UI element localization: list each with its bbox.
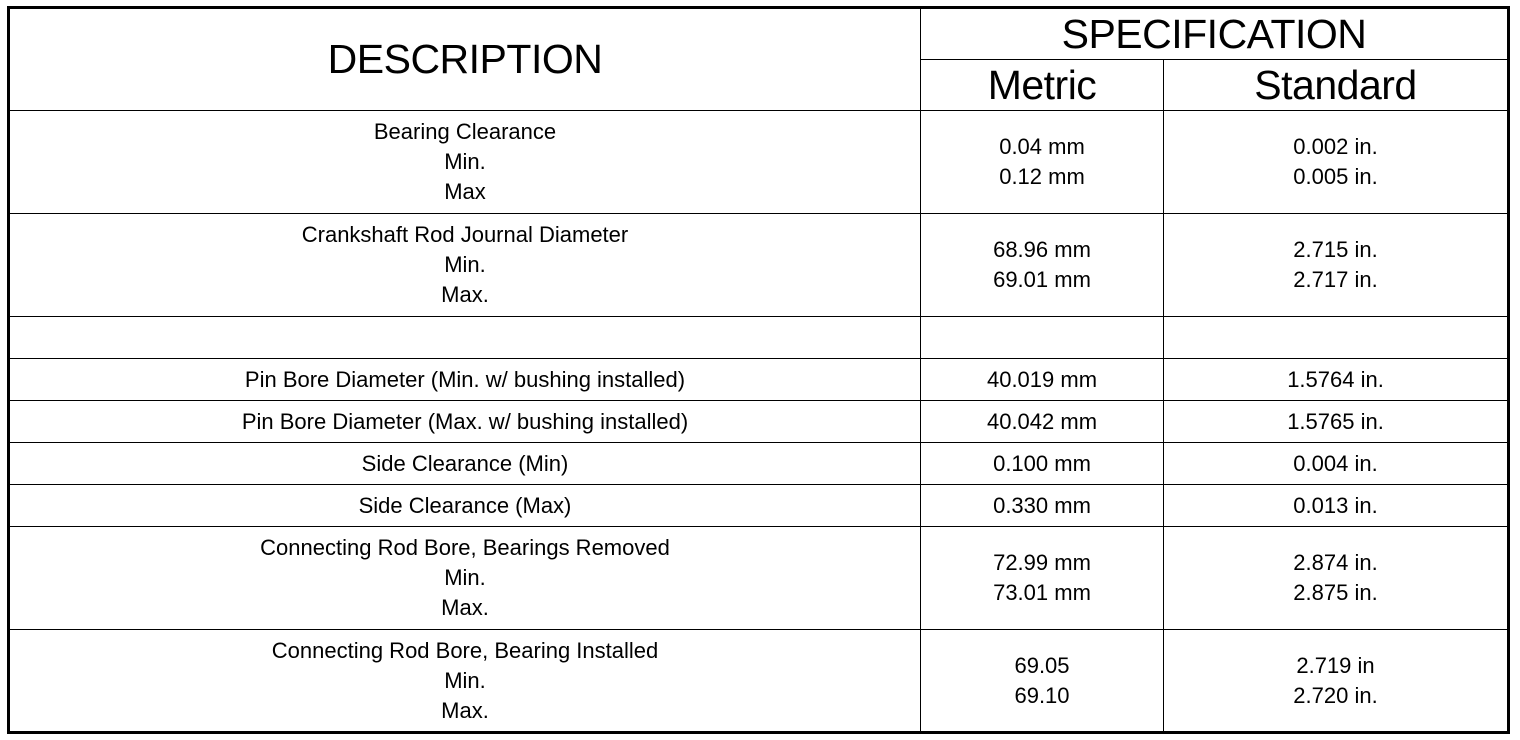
table-row	[9, 630, 1509, 733]
description-cell: Side Clearance (Min)	[9, 443, 921, 485]
metric-min: 69.05	[1014, 652, 1070, 678]
row-title: Bearing Clearance	[373, 119, 557, 144]
metric-max: 73.01 mm	[993, 580, 1091, 605]
description-cell: Pin Bore Diameter (Min. w/ bushing installed)	[9, 359, 921, 401]
header-row-top	[9, 8, 1509, 60]
table-row	[9, 111, 1509, 214]
metric-max: 69.01 mm	[993, 267, 1091, 292]
metric-cell: 40.042 mm	[921, 401, 1164, 443]
standard-cell: 0.013 in.	[1164, 485, 1509, 527]
metric-min: 72.99 mm	[993, 550, 1091, 575]
description-cell	[9, 111, 921, 214]
standard-max: 2.875 in.	[1293, 580, 1378, 605]
row-title: Connecting Rod Bore, Bearings Removed	[260, 535, 670, 560]
standard-header: Standard	[1164, 60, 1509, 111]
specification-table	[7, 6, 1510, 734]
row-sub-min: Min.	[444, 565, 486, 590]
table-row	[9, 485, 1509, 527]
standard-max: 2.717 in.	[1293, 267, 1378, 292]
standard-cell: 0.004 in.	[1164, 443, 1509, 485]
row-sub-min: Min.	[444, 252, 486, 277]
description-header: DESCRIPTION	[9, 8, 921, 111]
standard-min: 2.715 in.	[1293, 237, 1378, 262]
row-sub-min: Min.	[444, 149, 486, 174]
table-row	[9, 214, 1509, 317]
metric-max: 69.10	[1014, 682, 1070, 708]
metric-cell	[921, 630, 1164, 733]
standard-min: 0.002 in.	[1293, 134, 1378, 159]
description-cell	[9, 317, 921, 359]
metric-cell	[921, 111, 1164, 214]
standard-cell	[1164, 214, 1509, 317]
description-cell: Pin Bore Diameter (Max. w/ bushing installed)	[9, 401, 921, 443]
metric-header: Metric	[921, 60, 1164, 111]
row-sub-max: Max.	[441, 595, 489, 620]
metric-min: 68.96 mm	[993, 237, 1091, 262]
table-row-blank	[9, 317, 1509, 359]
metric-cell: 0.330 mm	[921, 485, 1164, 527]
row-title: Crankshaft Rod Journal Diameter	[301, 222, 629, 247]
row-sub-min: Min.	[444, 667, 486, 693]
description-cell: Side Clearance (Max)	[9, 485, 921, 527]
standard-max: 0.005 in.	[1293, 164, 1378, 189]
metric-cell	[921, 317, 1164, 359]
metric-cell	[921, 214, 1164, 317]
standard-cell	[1164, 317, 1509, 359]
standard-min: 2.719 in	[1296, 652, 1375, 678]
standard-cell: 1.5764 in.	[1164, 359, 1509, 401]
description-cell	[9, 214, 921, 317]
standard-cell	[1164, 630, 1509, 733]
standard-max: 2.720 in.	[1293, 682, 1378, 708]
metric-min: 0.04 mm	[999, 134, 1085, 159]
description-cell	[9, 630, 921, 733]
table-row	[9, 401, 1509, 443]
metric-cell: 0.100 mm	[921, 443, 1164, 485]
table-row	[9, 527, 1509, 630]
row-sub-max: Max.	[441, 697, 489, 723]
standard-cell: 1.5765 in.	[1164, 401, 1509, 443]
standard-cell	[1164, 111, 1509, 214]
description-cell	[9, 527, 921, 630]
row-sub-max: Max.	[441, 282, 489, 307]
standard-cell	[1164, 527, 1509, 630]
row-sub-max: Max	[444, 179, 486, 204]
specification-header: SPECIFICATION	[921, 8, 1509, 60]
table-row	[9, 443, 1509, 485]
standard-min: 2.874 in.	[1293, 550, 1378, 575]
metric-cell	[921, 527, 1164, 630]
table-row	[9, 359, 1509, 401]
metric-max: 0.12 mm	[999, 164, 1085, 189]
row-title: Connecting Rod Bore, Bearing Installed	[271, 637, 659, 663]
metric-cell: 40.019 mm	[921, 359, 1164, 401]
